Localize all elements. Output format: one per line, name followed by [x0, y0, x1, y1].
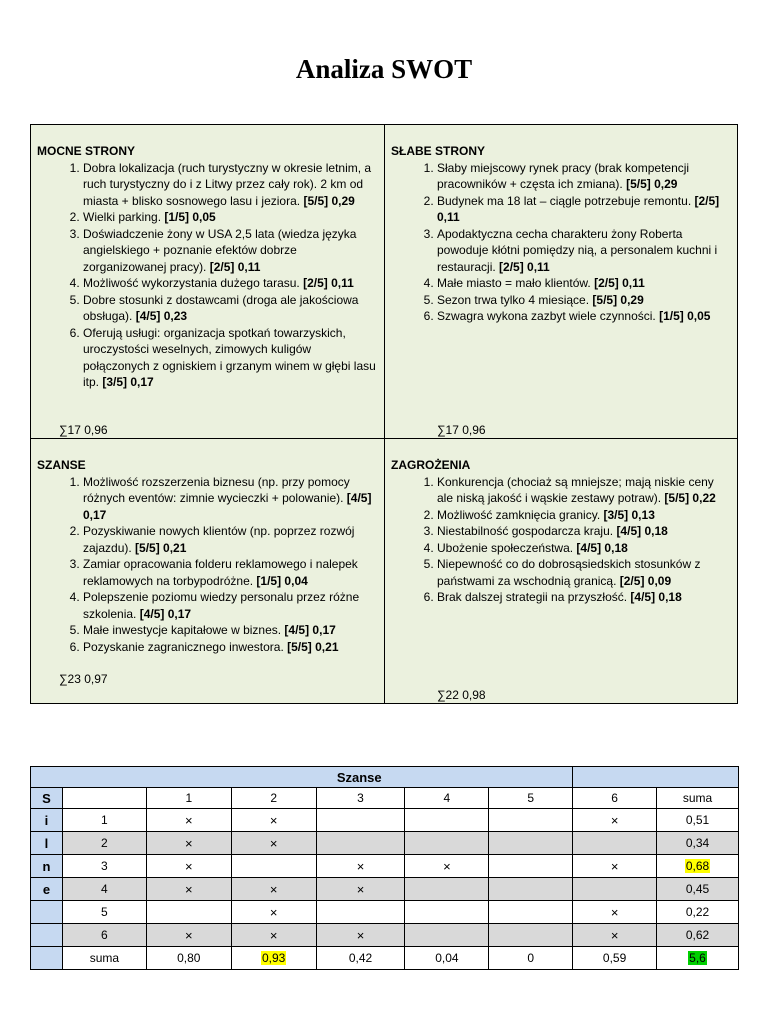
- opportunities-item-score: [4/5] 0,17: [139, 606, 192, 621]
- matrix-cell: ×: [316, 924, 405, 947]
- matrix-cell: [489, 924, 573, 947]
- threats-item-score: [4/5] 0,18: [616, 524, 668, 538]
- matrix-total-value: 0,42: [348, 951, 373, 965]
- opportunities-item: [83, 639, 378, 656]
- matrix-row-sum-value: 0,68: [685, 859, 710, 873]
- weaknesses-item: [437, 275, 731, 292]
- threats-item: [437, 540, 731, 557]
- matrix-column-header: 6: [573, 788, 657, 809]
- matrix-grand-total-value: 5,6: [689, 951, 706, 965]
- matrix-cell: ×: [146, 832, 231, 855]
- side-letter-blank: [31, 901, 63, 924]
- threats-item: [437, 556, 731, 589]
- opportunities-heading: SZANSE: [37, 458, 86, 472]
- strengths-heading: MOCNE STRONY: [37, 144, 136, 158]
- threats-item-text: Niepewność co do dobrosąsiedskich stosunków z państwami za wschodnią granicą.: [437, 557, 701, 588]
- weaknesses-item: [437, 160, 731, 193]
- matrix-total-value: 0,80: [177, 951, 201, 965]
- threats-item: [437, 523, 731, 540]
- side-letter: e: [31, 878, 63, 901]
- threats-heading: ZAGROŻENIA: [391, 458, 471, 472]
- matrix-row-sum: [657, 855, 739, 878]
- matrix-cell: ×: [573, 924, 657, 947]
- opportunities-item-score: [4/5] 0,17: [83, 491, 372, 522]
- matrix-row-sum-value: 0,62: [685, 928, 710, 942]
- weaknesses-quadrant: [385, 125, 737, 439]
- strengths-item-text: Możliwość wykorzystania dużego tarasu.: [83, 276, 304, 290]
- matrix-cell: ×: [573, 901, 657, 924]
- opportunities-item: [83, 622, 378, 639]
- matrix-cell: [146, 901, 231, 924]
- matrix-cell: ×: [573, 809, 657, 832]
- threats-item: [437, 507, 731, 524]
- weaknesses-sum: ∑17 0,96: [437, 423, 486, 437]
- matrix-row-sum-value: 0,51: [685, 813, 710, 827]
- strengths-item-score: [3/5] 0,17: [102, 375, 154, 389]
- matrix-column-header: 3: [316, 788, 405, 809]
- matrix-cell: [573, 878, 657, 901]
- side-letter-blank: [31, 924, 63, 947]
- opportunities-item: [83, 474, 378, 524]
- matrix-cell: [489, 878, 573, 901]
- strengths-item: [83, 325, 378, 391]
- matrix-row-sum: [657, 809, 739, 832]
- weaknesses-list: [391, 160, 731, 325]
- opportunities-list: [37, 474, 378, 656]
- threats-item: [437, 474, 731, 507]
- matrix-cell: ×: [231, 924, 316, 947]
- opportunities-item-score: [5/5] 0,21: [287, 639, 339, 654]
- matrix-cell: ×: [146, 809, 231, 832]
- strengths-item-score: [4/5] 0,23: [135, 309, 188, 323]
- matrix-column-header: suma: [657, 788, 739, 809]
- matrix-total-value: 0,59: [602, 951, 627, 965]
- swot-matrix-table: [30, 766, 739, 970]
- matrix-cell: ×: [231, 809, 316, 832]
- matrix-column-header: 1: [146, 788, 231, 809]
- matrix-grand-total: [657, 947, 739, 970]
- matrix-cell: [405, 809, 489, 832]
- threats-list: [391, 474, 731, 606]
- side-letter-blank: [31, 947, 63, 970]
- strengths-item-score: [2/5] 0,11: [209, 259, 261, 274]
- weaknesses-item: [437, 292, 731, 309]
- weaknesses-item-text: Apodaktyczna cecha charakteru żony Roberta powoduje kłótni pomiędzy nią, a personalem kuchni i restauracji.: [437, 226, 718, 274]
- weaknesses-item-score: [5/5] 0,29: [592, 292, 644, 307]
- opportunities-quadrant: [31, 439, 385, 703]
- threats-item-score: [4/5] 0,18: [576, 540, 628, 555]
- strengths-item-score: [2/5] 0,11: [303, 276, 354, 290]
- matrix-title: Szanse: [146, 767, 572, 788]
- matrix-total-label: suma: [62, 947, 146, 970]
- weaknesses-item-score: [5/5] 0,29: [626, 177, 678, 191]
- weaknesses-item-score: [2/5] 0,11: [499, 259, 550, 274]
- weaknesses-item-score: [2/5] 0,11: [594, 276, 645, 290]
- matrix-row-sum: [657, 832, 739, 855]
- matrix-cell: ×: [316, 855, 405, 878]
- opportunities-item-text: Polepszenie poziomu wiedzy personalu przez różne szkolenia.: [83, 590, 360, 621]
- matrix-cell: ×: [146, 924, 231, 947]
- threats-item-score: [4/5] 0,18: [630, 590, 682, 604]
- matrix-cell: [316, 901, 405, 924]
- opportunities-item-text: Pozyskiwanie nowych klientów (np. poprzez rozwój zajazdu).: [83, 524, 355, 555]
- matrix-cell: ×: [231, 832, 316, 855]
- strengths-item-text: Dobra lokalizacja (ruch turystyczny w okresie letnim, a ruch turystyczny do i z Litwy przez cały rok). 2 km od miasta + blisko sosnowego lasu i jeziora.: [83, 160, 372, 208]
- threats-item-text: Konkurencja (chociaż są mniejsze; mają niskie ceny ale niską jakość i wąskie zestawy potraw).: [437, 474, 714, 505]
- strengths-item-score: [1/5] 0,05: [164, 210, 216, 224]
- matrix-row-sum: [657, 901, 739, 924]
- strengths-item-text: Wielki parking.: [83, 210, 165, 224]
- weaknesses-item-text: Szwagra wykona zazbyt wiele czynności.: [437, 309, 660, 323]
- strengths-item: [83, 209, 378, 226]
- page-title: Analiza SWOT: [295, 54, 473, 84]
- strengths-quadrant: [31, 125, 385, 439]
- matrix-row-label: 5: [62, 901, 146, 924]
- matrix-cell: ×: [573, 855, 657, 878]
- matrix-cell: ×: [231, 878, 316, 901]
- threats-item-text: Możliwość zamknięcia granicy.: [437, 507, 604, 522]
- matrix-cell: [231, 855, 316, 878]
- opportunities-item: [83, 523, 378, 556]
- matrix-cell: ×: [231, 901, 316, 924]
- opportunities-item: [83, 556, 378, 589]
- strengths-item: [83, 292, 378, 325]
- matrix-total-value: 0,93: [261, 951, 286, 965]
- strengths-item: [83, 226, 378, 276]
- opportunities-item-text: Zamiar opracowania folderu reklamowego i nalepek reklamowych na torbypodróżne.: [83, 557, 358, 588]
- opportunities-item-text: Pozyskanie zagranicznego inwestora.: [83, 639, 288, 654]
- strengths-item-text: Oferują usługi: organizacja spotkań towarzyskich, uroczystości weselnych, zimowych kuligów połączonych z ogniskiem i grzanym winem w głębi lasu itp.: [83, 325, 376, 389]
- strengths-list: [37, 160, 378, 391]
- weaknesses-item: [437, 193, 731, 226]
- threats-item-score: [5/5] 0,22: [664, 491, 716, 505]
- strengths-item: [83, 275, 378, 292]
- threats-item-score: [3/5] 0,13: [603, 507, 655, 522]
- matrix-title-spacer: [573, 767, 739, 788]
- matrix-cell: ×: [146, 855, 231, 878]
- matrix-cell: [405, 878, 489, 901]
- matrix-cell: [316, 809, 405, 832]
- matrix-total-cell: [146, 947, 231, 970]
- strengths-sum: ∑17 0,96: [59, 423, 108, 437]
- matrix-cell: [573, 832, 657, 855]
- strengths-item-score: [5/5] 0,29: [303, 193, 355, 208]
- threats-item-text: Niestabilność gospodarcza kraju.: [437, 524, 617, 538]
- matrix-column-header: 5: [489, 788, 573, 809]
- matrix-cell: ×: [146, 878, 231, 901]
- matrix-total-value: 0,04: [435, 951, 459, 965]
- opportunities-item-score: [1/5] 0,04: [256, 573, 308, 588]
- strengths-item: [83, 160, 378, 210]
- matrix-cell: [489, 809, 573, 832]
- opportunities-item-score: [5/5] 0,21: [135, 540, 187, 555]
- threats-item: [437, 589, 731, 606]
- weaknesses-item-score: [2/5] 0,11: [437, 193, 720, 224]
- matrix-cell: ×: [316, 878, 405, 901]
- matrix-row-label: 2: [62, 832, 146, 855]
- matrix-row-sum: [657, 878, 739, 901]
- matrix-column-header: 2: [231, 788, 316, 809]
- matrix-cell: [489, 832, 573, 855]
- matrix-row-label: 4: [62, 878, 146, 901]
- side-letter: n: [31, 855, 63, 878]
- swot-grid: [30, 124, 738, 704]
- side-letter: S: [31, 788, 63, 809]
- matrix-row-sum-value: 0,45: [685, 882, 710, 896]
- matrix-cell: [405, 901, 489, 924]
- matrix-row-sum: [657, 924, 739, 947]
- matrix-row-label: 1: [62, 809, 146, 832]
- matrix-corner: [31, 767, 147, 788]
- threats-item-text: Brak dalszej strategii na przyszłość.: [437, 590, 631, 604]
- matrix-cell: [405, 924, 489, 947]
- matrix-row-label: 6: [62, 924, 146, 947]
- threats-sum: ∑22 0,98: [437, 688, 486, 702]
- matrix-total-cell: [573, 947, 657, 970]
- strengths-item-text: Doświadczenie żony w USA 2,5 lata (wiedza języka angielskiego + poznanie efektów dobrze zorganizowanej pracy).: [83, 226, 357, 274]
- weaknesses-item-score: [1/5] 0,05: [659, 309, 711, 323]
- weaknesses-item-text: Słaby miejscowy rynek pracy (brak kompetencji pracowników + częsta ich zmiana).: [437, 160, 690, 191]
- weaknesses-item: [437, 308, 731, 325]
- opportunities-sum: ∑23 0,97: [59, 672, 108, 686]
- matrix-total-value: 0: [527, 951, 535, 965]
- threats-quadrant: [385, 439, 737, 703]
- weaknesses-item-text: Sezon trwa tylko 4 miesiące.: [437, 292, 593, 307]
- weaknesses-item-text: Małe miasto = mało klientów.: [437, 276, 595, 290]
- threats-item-text: Ubożenie społeczeństwa.: [437, 540, 577, 555]
- matrix-cell: [489, 901, 573, 924]
- weaknesses-item-text: Budynek ma 18 lat – ciągle potrzebuje remontu.: [437, 193, 695, 208]
- weaknesses-item: [437, 226, 731, 276]
- opportunities-item-score: [4/5] 0,17: [284, 623, 336, 637]
- matrix-total-cell: [489, 947, 573, 970]
- matrix-cell: [405, 832, 489, 855]
- opportunities-item-text: Małe inwestycje kapitałowe w biznes.: [83, 623, 285, 637]
- matrix-row-sum-value: 0,22: [685, 905, 710, 919]
- side-letter: l: [31, 832, 63, 855]
- matrix-row-sum-value: 0,34: [685, 836, 710, 850]
- strengths-item-text: Dobre stosunki z dostawcami (droga ale jakościowa obsługa).: [83, 292, 359, 323]
- opportunities-item-text: Możliwość rozszerzenia biznesu (np. przy pomocy różnych eventów: zimnie wycieczki + polowanie).: [83, 474, 350, 505]
- matrix-row-label: 3: [62, 855, 146, 878]
- matrix-cell: [316, 832, 405, 855]
- matrix-total-cell: [316, 947, 405, 970]
- matrix-total-cell: [231, 947, 316, 970]
- weaknesses-heading: SŁABE STRONY: [391, 144, 486, 158]
- threats-item-score: [2/5] 0,09: [619, 573, 672, 588]
- matrix-column-header: 4: [405, 788, 489, 809]
- matrix-cell: [489, 855, 573, 878]
- matrix-header-blank: [62, 788, 146, 809]
- side-letter: i: [31, 809, 63, 832]
- matrix-cell: ×: [405, 855, 489, 878]
- matrix-total-cell: [405, 947, 489, 970]
- opportunities-item: [83, 589, 378, 622]
